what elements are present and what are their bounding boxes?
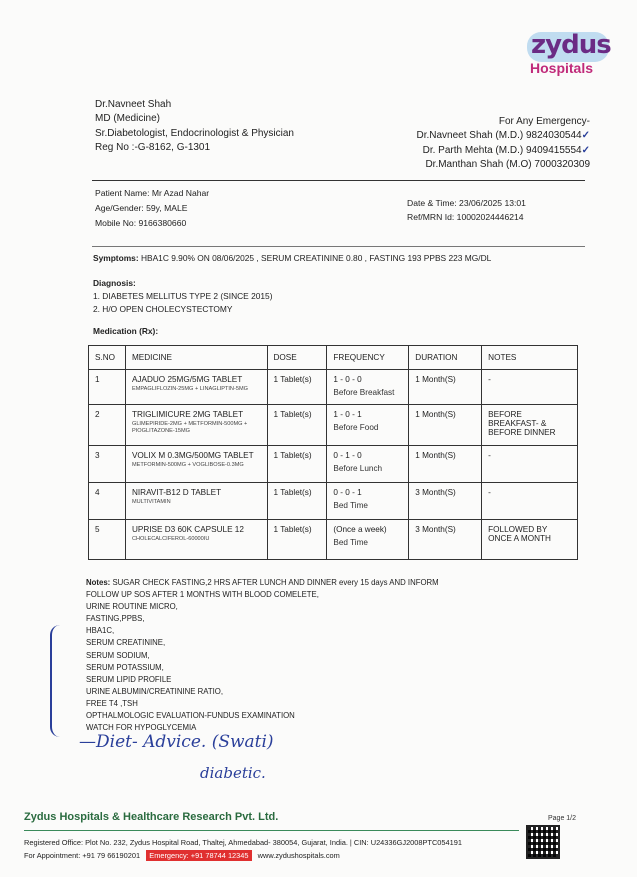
cell-frequency: 1 - 0 - 0 Before Breakfast [327,370,409,405]
visit-info [407,196,526,224]
notes-line: WATCH FOR HYPOGLYCEMIA [86,723,197,733]
cell-medicine: UPRISE D3 60K CAPSULE 12 CHOLECALCIFEROL-60000IU [125,520,267,560]
diagnosis-item: 2. H/O OPEN CHOLECYSTECTOMY [93,304,233,314]
emergency-badge: Emergency: +91 78744 12345 [146,850,251,861]
cell-medicine: NIRAVIT-B12 D TABLET MULTIVITAMIN [125,483,267,520]
cell-duration: 1 Month(S) [409,405,482,446]
qr-code-icon [526,825,560,859]
notes-line: FASTING,PPBS, [86,614,145,624]
diagnosis-item: 1. DIABETES MELLITUS TYPE 2 (SINCE 2015) [93,291,273,301]
footer-contact: For Appointment: +91 79 66190201 Emergency: +91 78744 12345 www.zydushospitals.com [24,851,340,860]
table-row [89,405,578,446]
emergency-heading: For Any Emergency- [498,116,590,127]
notes-line: URINE ALBUMIN/CREATININE RATIO, [86,686,224,696]
table-header [89,346,578,370]
cell-notes: - [482,370,578,405]
patient-info [95,186,209,231]
patient-age: Age/Gender: 59y, MALE [95,203,188,213]
cell-frequency: (Once a week) Bed Time [327,520,409,560]
cell-notes: BEFORE BREAKFAST- & BEFORE DINNER [482,405,578,446]
cell-dose: 1 Tablet(s) [267,483,327,520]
cell-notes: - [482,446,578,483]
handwritten-note: diabetic. [200,764,266,782]
notes-line: OPTHALMOLOGIC EVALUATION-FUNDUS EXAMINATION [86,711,295,721]
notes-line: HBA1C, [86,626,115,636]
doctor-info [95,98,294,156]
divider [92,246,585,247]
cell-notes: FOLLOWED BY ONCE A MONTH [482,520,578,560]
cell-duration: 1 Month(S) [409,446,482,483]
website-link[interactable]: www.zydushospitals.com [257,851,340,860]
patient-name: Patient Name: Mr Azad Nahar [95,188,210,198]
table-row [89,370,578,405]
cell-frequency: 0 - 1 - 0 Before Lunch [327,446,409,483]
col-header: S.NO [89,346,126,370]
medication-table [88,345,578,560]
cell-dose: 1 Tablet(s) [267,520,327,560]
footer-office: Registered Office: Plot No. 232, Zydus Hospital Road, Thaltej, Ahmedabad- 380054, Gujarat, India. | CIN: U24336GJ2008PTC054191 [24,838,462,847]
footer-divider [24,830,519,831]
brand-logo: zydus [531,30,611,60]
medication-label: Medication (Rx): [93,326,159,336]
col-header: FREQUENCY [327,346,409,370]
doctor-reg: Reg No :-G-8162, G-1301 [95,142,211,154]
diagnosis-label: Diagnosis: [93,278,136,288]
cell-dose: 1 Tablet(s) [267,370,327,405]
cell-sno: 5 [89,520,126,560]
notes-line: URINE ROUTINE MICRO, [86,602,178,612]
cell-sno: 4 [89,483,126,520]
patient-mobile: Mobile No: 9166380660 [95,218,187,228]
footer-company: Zydus Hospitals & Healthcare Research Pvt. Ltd. [24,811,279,823]
emergency-contacts [417,115,591,173]
diagnosis [93,277,273,316]
visit-ref: Ref/MRN Id: 10002024446214 [407,212,524,222]
cell-dose: 1 Tablet(s) [267,405,327,446]
notes-line: SERUM SODIUM, [86,650,150,660]
col-header: NOTES [482,346,578,370]
notes-line: SERUM POTASSIUM, [86,662,164,672]
visit-datetime: Date & Time: 23/06/2025 13:01 [407,198,526,208]
cell-duration: 1 Month(S) [409,370,482,405]
notes [86,577,439,734]
table-row [89,520,578,560]
doctor-title: Sr.Diabetologist, Endocrinologist & Physician [95,127,294,139]
handwritten-brace [50,625,70,737]
cell-dose: 1 Tablet(s) [267,446,327,483]
cell-frequency: 1 - 0 - 1 Before Food [327,405,409,446]
cell-duration: 3 Month(S) [409,483,482,520]
cell-medicine: TRIGLIMICURE 2MG TABLET GLIMEPIRIDE-2MG + METFORMIN-500MG + PIOGLITAZONE-15MG [125,405,267,446]
cell-duration: 3 Month(S) [409,520,482,560]
notes-line: Notes: SUGAR CHECK FASTING,2 HRS AFTER LUNCH AND DINNER every 15 days AND INFORM [86,578,439,587]
cell-sno: 3 [89,446,126,483]
page-number: Page 1/2 [548,815,577,822]
handwritten-note: —Diet- Advice. (Swati) [79,732,274,752]
divider [92,180,585,181]
col-header: DURATION [409,346,482,370]
cell-sno: 2 [89,405,126,446]
cell-notes: - [482,483,578,520]
emergency-contact: Dr.Navneet Shah (M.D.) 9824030544✓ [416,130,590,142]
col-header: DOSE [267,346,327,370]
symptoms: Symptoms: HBA1C 9.90% ON 08/06/2025 , SERUM CREATININE 0.80 , FASTING 193 PPBS 223 MG/DL [93,253,492,263]
brand-logo-sub: Hospitals [530,60,594,76]
notes-line: SERUM LIPID PROFILE [86,674,172,684]
doctor-degree: MD (Medicine) [95,113,161,125]
notes-line: FREE T4 ,TSH [86,698,138,708]
table-row [89,483,578,520]
col-header: MEDICINE [125,346,267,370]
notes-line: FOLLOW UP SOS AFTER 1 MONTHS WITH BLOOD COMELETE, [86,590,319,600]
table-row [89,446,578,483]
emergency-contact: Dr.Manthan Shah (M.O) 7000320309 [425,159,590,171]
cell-medicine: VOLIX M 0.3MG/500MG TABLET METFORMIN-500MG + VOGLIBOSE-0.3MG [125,446,267,483]
doctor-name: Dr.Navneet Shah [95,99,172,110]
notes-line: SERUM CREATININE, [86,638,166,648]
emergency-contact: Dr. Parth Mehta (M.D.) 9409415554✓ [422,144,590,156]
cell-sno: 1 [89,370,126,405]
cell-frequency: 0 - 0 - 1 Bed Time [327,483,409,520]
cell-medicine: AJADUO 25MG/5MG TABLET EMPAGLIFLOZIN-25MG + LINAGLIPTIN-5MG [125,370,267,405]
